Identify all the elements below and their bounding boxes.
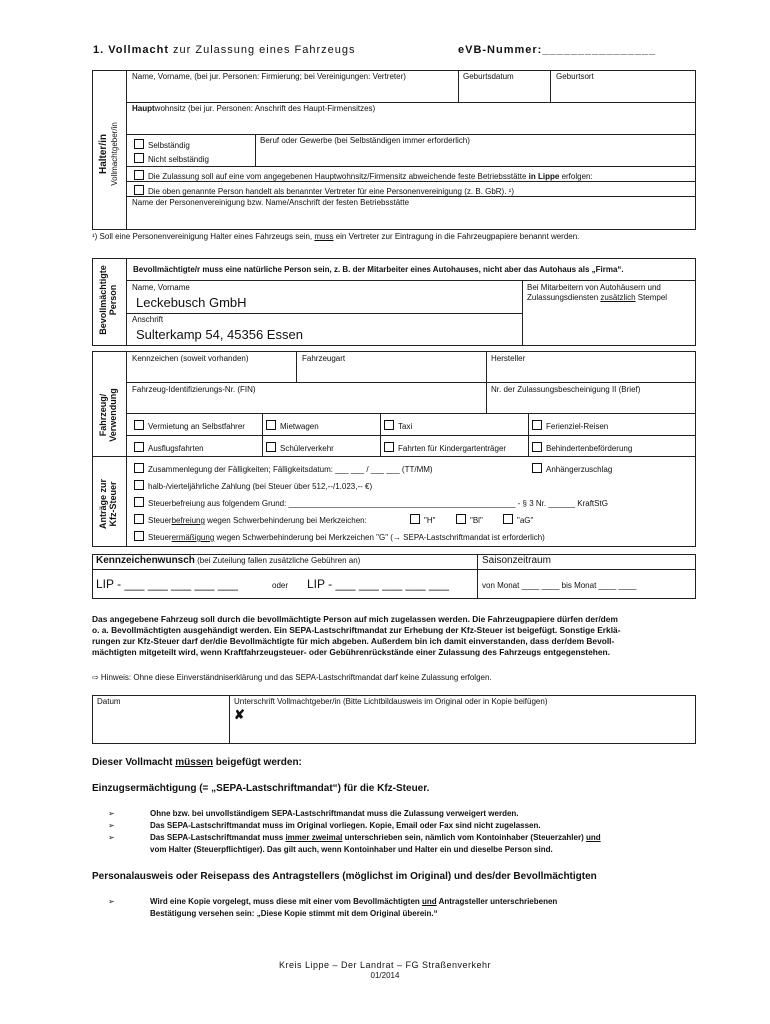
use-label: Behindertenbeförderung: [546, 444, 633, 453]
consent-line: o. a. Bevollmächtigten ausgehändigt werden. Ein SEPA-Lastschriftmandat zur Erhebung der Kfz-Steuer ist beigefügt. Sonstige Erklä-: [92, 625, 621, 635]
agent-name-label: Name, Vorname: [132, 283, 190, 292]
sepa3-underlined-2: und: [585, 833, 601, 842]
halter-footnote: [92, 232, 579, 242]
use-option[interactable]: [384, 442, 506, 454]
disabled-underlined: befreiung: [171, 516, 205, 525]
exemption-option[interactable]: [134, 497, 608, 509]
attachments-post: beigefügt werden:: [212, 757, 302, 768]
profession-label: Beruf oder Gewerbe (bei Selbständigen immer erforderlich): [260, 136, 470, 145]
id-item-continued: Bestätigung versehen sein: „Diese Kopie stimmt mit dem Original überein.“: [150, 909, 438, 918]
id1-post: Antragsteller unterschriebenen: [436, 897, 558, 906]
exemption-checkbox[interactable]: [134, 497, 144, 507]
mark-bl-label: "Bl": [470, 516, 483, 525]
id1-pre: Wird eine Kopie vorgelegt, muss diese mit einer vom Bevollmächtigten: [150, 897, 422, 906]
halter-side-title: Halter/in: [98, 134, 109, 175]
use-label: Mietwagen: [280, 422, 319, 431]
disabled-exemption-option[interactable]: [134, 514, 367, 526]
branch-pre: Die Zulassung soll auf eine vom angegebenen Hauptwohnsitz/Firmensitz abweichende feste Betriebsstätte: [148, 172, 529, 181]
reduction-option[interactable]: [134, 531, 545, 543]
merge-due-option[interactable]: [134, 463, 433, 475]
branch-checkbox[interactable]: [134, 170, 144, 180]
tax-side-label: [98, 468, 118, 540]
not-self-employed-label: Nicht selbständig: [148, 155, 209, 164]
halfyear-option[interactable]: [134, 480, 372, 492]
bullet-icon: ➢: [108, 833, 115, 842]
stamp-post: Stempel: [635, 293, 668, 302]
attachments-pre: Dieser Vollmacht: [92, 757, 176, 768]
evb-number: eVB-Nummer:________________: [458, 44, 657, 56]
consent-line: Das angegebene Fahrzeug soll durch die bevollmächtigte Person auf mich zugelassen werden. Die Fahrzeugpapiere dürfen der/dem: [92, 614, 618, 624]
use-option[interactable]: [532, 420, 608, 432]
use-checkbox[interactable]: [266, 442, 276, 452]
mark-bl-checkbox[interactable]: [456, 514, 466, 524]
exemption-label: Steuerbefreiung aus folgendem Grund: ___________________________________________________ - § 3 Nr. ______ KraftStG: [148, 499, 608, 508]
sepa3-pre: Das SEPA-Lastschriftmandat muss: [150, 833, 286, 842]
use-label: Vermietung an Selbstfahrer: [148, 422, 245, 431]
trailer-option[interactable]: [532, 463, 612, 475]
not-self-employed-option[interactable]: [134, 153, 209, 165]
use-label: Ferienziel-Reisen: [546, 422, 609, 431]
branch-post: erfolgen:: [559, 172, 593, 181]
vehicle-side-title: Fahrzeug/: [98, 393, 108, 437]
trailer-label: Anhängerzuschlag: [546, 465, 613, 474]
use-checkbox[interactable]: [266, 420, 276, 430]
mark-h-option[interactable]: [410, 514, 435, 526]
agent-side-title: Bevollmächtigte: [98, 265, 108, 335]
agent-address-label: Anschrift: [132, 315, 164, 324]
use-checkbox[interactable]: [384, 420, 394, 430]
reduction-checkbox[interactable]: [134, 531, 144, 541]
use-checkbox[interactable]: [134, 420, 144, 430]
season-range[interactable]: von Monat ____ ____ bis Monat ____ ____: [482, 581, 637, 590]
consent-line: mächtigten mitgeteilt wird, wenn Kraftfahrzeugsteuer- oder Gebührenrückstände einer Zulassung des Fahrzeugs entgegenstehen.: [92, 647, 610, 657]
tax-side-sub: Kfz-Steuer: [108, 481, 118, 527]
halter-address-rest: wohnsitz (bei jur. Personen: Anschrift des Haupt-Firmensitzes): [154, 104, 376, 113]
sepa-item: Das SEPA-Lastschriftmandat muss im Original vorliegen. Kopie, Email oder Fax sind nicht zugelassen.: [150, 821, 541, 830]
halter-address-bold: Haupt: [132, 104, 155, 113]
season-title: Saisonzeitraum: [482, 555, 551, 566]
use-label: Taxi: [398, 422, 413, 431]
consent-hint: ⇨ Hinweis: Ohne diese Einverständniserklärung und das SEPA-Lastschriftmandat darf keine Zulassung erfolgen.: [92, 673, 492, 682]
disabled-pre: Steuer: [148, 516, 172, 525]
merge-due-checkbox[interactable]: [134, 463, 144, 473]
mark-bl-option[interactable]: [456, 514, 483, 526]
halter-birthdate-label: Geburtsdatum: [463, 72, 514, 81]
use-label: Fahrten für Kindergartenträger: [398, 444, 507, 453]
attachments-underlined: müssen: [175, 757, 213, 768]
vehicle-side-sub: Verwendung: [108, 388, 118, 442]
use-option[interactable]: [134, 442, 204, 454]
agent-address-value[interactable]: Sulterkamp 54, 45356 Essen: [136, 327, 303, 342]
use-label: Ausflugsfahrten: [148, 444, 204, 453]
agent-side-sub: Person: [108, 284, 118, 316]
bullet-icon: ➢: [108, 897, 115, 906]
plate-wish-2[interactable]: LIP - ___ ___ ___ ___ ___: [307, 577, 449, 591]
sepa-item-continued: vom Halter (Steuerpflichtiger). Das gilt auch, wenn Kontoinhaber und Halter ein und dieselbe Person sind.: [150, 845, 553, 854]
trailer-checkbox[interactable]: [532, 463, 542, 473]
footer-line: Kreis Lippe – Der Landrat – FG Straßenverkehr: [278, 960, 492, 970]
use-label: Schülerverkehr: [280, 444, 334, 453]
form-title: [93, 44, 356, 57]
use-option[interactable]: [532, 442, 632, 454]
representative-option[interactable]: [134, 185, 514, 197]
vehicle-side-label: [98, 380, 118, 450]
date-label: Datum: [97, 697, 121, 706]
registration-label: Nr. der Zulassungsbescheinigung II (Brief): [491, 385, 641, 394]
consent-line: rungen zur Kfz-Steuer darf der/die Bevollmächtigte für mich abgeben. Außerdem bin ich damit einverstanden, dass der/dem Bevoll-: [92, 636, 615, 646]
branch-bold: in Lippe: [528, 172, 560, 181]
branch-option[interactable]: [134, 170, 593, 182]
attachments-heading: [92, 757, 302, 769]
footer-date: 01/2014: [370, 971, 400, 980]
footnote-pre: ¹) Soll eine Personenvereinigung Halter eines Fahrzeugs sein,: [92, 232, 315, 241]
agent-side-label: [98, 260, 118, 340]
disabled-exemption-checkbox[interactable]: [134, 514, 144, 524]
use-option[interactable]: [384, 420, 412, 432]
association-label: Name der Personenvereinigung bzw. Name/Anschrift der festen Betriebsstätte: [132, 198, 410, 207]
halter-name-label: Name, Vorname, (bei jur. Personen: Firmierung; bei Vereinigungen: Vertreter): [132, 72, 406, 81]
mark-ag-option[interactable]: [503, 514, 533, 526]
not-self-employed-checkbox[interactable]: [134, 153, 144, 163]
sepa3-mid: unterschrieben sein, nämlich vom Kontoinhaber (Steuerzahler): [342, 833, 586, 842]
stamp-line1: Bei Mitarbeitern von Autohäusern und: [527, 283, 661, 292]
tax-side-title: Anträge zur: [98, 479, 108, 530]
id-item: [150, 897, 557, 907]
agent-stamp-note: [527, 283, 667, 303]
form-title-bold: 1. Vollmacht: [93, 44, 169, 56]
id-heading: Personalausweis oder Reisepass des Antragstellers (möglichst im Original) und des/der Bevollmächtigten: [92, 871, 597, 882]
sepa3-underlined: immer zweimal: [285, 833, 343, 842]
use-checkbox[interactable]: [134, 442, 144, 452]
vehicle-type-label: Fahrzeugart: [302, 354, 346, 363]
mark-h-label: "H": [424, 516, 436, 525]
disabled-post: wegen Schwerbehinderung bei Merkzeichen:: [204, 516, 367, 525]
footnote-post: ein Vertreter zur Eintragung in die Fahrzeugpapiere benannt werden.: [333, 232, 580, 241]
use-option[interactable]: [266, 442, 334, 454]
plate-wish-or: oder: [272, 581, 289, 590]
reduction-underlined: ermäßigung: [171, 533, 215, 542]
use-checkbox[interactable]: [532, 420, 542, 430]
mark-h-checkbox[interactable]: [410, 514, 420, 524]
signature-label: Unterschrift Vollmachtgeber/in (Bitte Lichtbildausweis im Original oder in Kopie beifügen): [234, 697, 548, 706]
stamp-pre: Zulassungsdiensten: [527, 293, 601, 302]
bullet-icon: ➢: [108, 809, 115, 818]
halter-side-label: [98, 94, 120, 214]
use-option[interactable]: [134, 420, 245, 432]
sepa-item: Ohne bzw. bei unvollständigem SEPA-Lastschriftmandat muss die Zulassung verweigert werden.: [150, 809, 519, 818]
halfyear-checkbox[interactable]: [134, 480, 144, 490]
halter-side-sub: Vollmachtgeber/in: [110, 122, 119, 186]
use-option[interactable]: [266, 420, 319, 432]
bullet-icon: ➢: [108, 821, 115, 830]
representative-checkbox[interactable]: [134, 185, 144, 195]
representative-label: Die oben genannte Person handelt als benannter Vertreter für eine Personenvereinigung (z. B. GbR). ¹): [148, 187, 514, 196]
sepa-heading: Einzugsermächtigung (= „SEPA-Lastschriftmandat“) für die Kfz-Steuer.: [92, 783, 430, 794]
halfyear-label: halb-/vierteljährliche Zahlung (bei Steuer über 512,--/1.023,-- €): [148, 482, 373, 491]
plate-wish-heading: Kennzeichenwunsch: [96, 555, 195, 566]
plate-wish-title: [96, 556, 360, 566]
sepa-item: [150, 833, 601, 843]
agent-name-value[interactable]: Leckebusch GmbH: [136, 295, 247, 310]
reduction-pre: Steuer: [148, 533, 172, 542]
id1-underlined: und: [422, 897, 437, 906]
merge-due-label: Zusammenlegung der Fälligkeiten; Fälligkeitsdatum: ___ ___ / ___ ___ (TT/MM): [148, 465, 433, 474]
reduction-post: wegen Schwerbehinderung bei Merkzeichen "G" (→ SEPA-Lastschriftmandat ist erforderlich): [214, 533, 545, 542]
stamp-underlined: zusätzlich: [600, 293, 636, 302]
maker-label: Hersteller: [491, 354, 526, 363]
use-checkbox[interactable]: [384, 442, 394, 452]
vin-label: Fahrzeug-Identifizierungs-Nr. (FIN): [132, 385, 256, 394]
self-employed-checkbox[interactable]: [134, 139, 144, 149]
halter-address-label: [132, 104, 375, 114]
mark-ag-label: "aG": [517, 516, 534, 525]
signature-mark[interactable]: ✘: [234, 707, 245, 722]
plate-wish-note: (bei Zuteilung fallen zusätzliche Gebühren an): [194, 556, 361, 565]
plate-wish-1[interactable]: LIP - ___ ___ ___ ___ ___: [96, 577, 238, 591]
self-employed-option[interactable]: [134, 139, 190, 151]
agent-notice: Bevollmächtigte/r muss eine natürliche Person sein, z. B. der Mitarbeiter eines Autohauses, nicht aber das Autohaus als „Firma“.: [133, 265, 624, 274]
mark-ag-checkbox[interactable]: [503, 514, 513, 524]
footnote-underlined: muss: [314, 232, 334, 241]
form-title-rest: zur Zulassung eines Fahrzeugs: [168, 44, 356, 56]
halter-birthplace-label: Geburtsort: [556, 72, 594, 81]
use-checkbox[interactable]: [532, 442, 542, 452]
plate-label: Kennzeichen (soweit vorhanden): [132, 354, 249, 363]
self-employed-label: Selbständig: [148, 141, 190, 150]
